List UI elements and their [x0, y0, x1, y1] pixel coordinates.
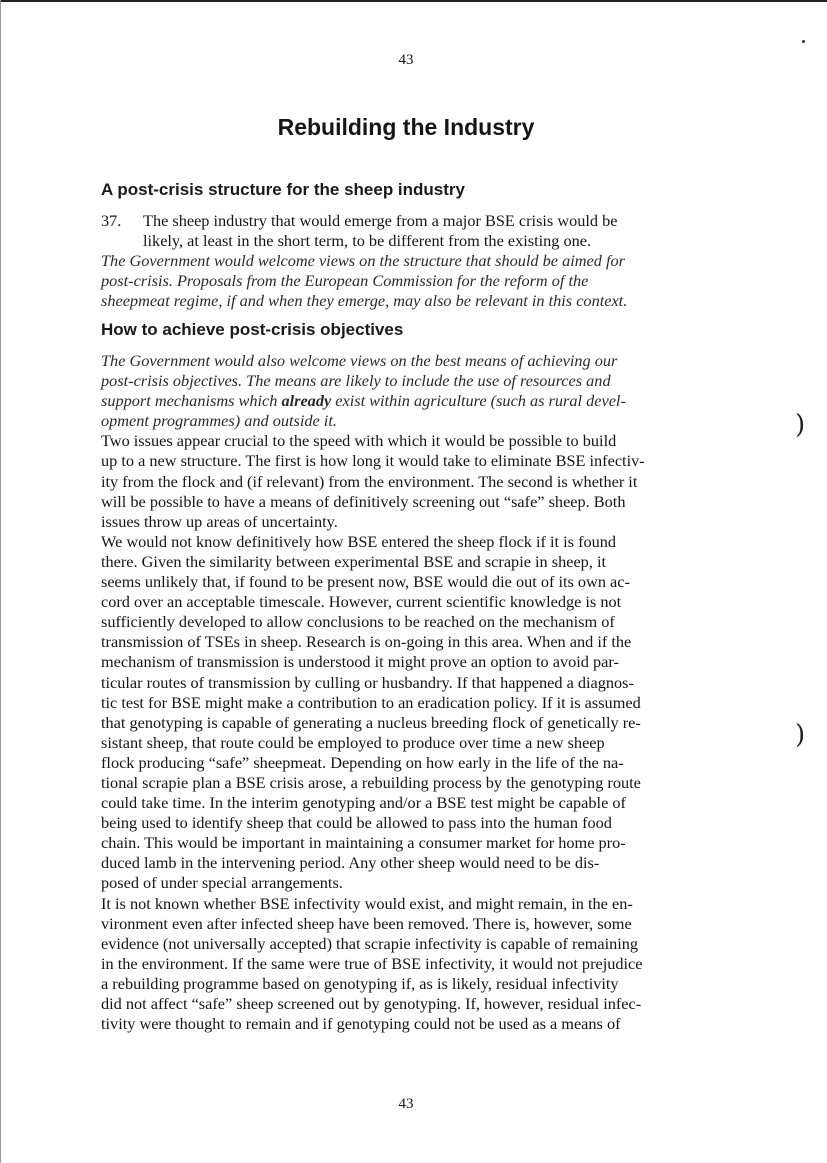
text-line: cord over an acceptable timescale. However, current scientific knowledge is not	[101, 592, 622, 612]
paragraph-37	[101, 211, 713, 251]
text-line: could take time. In the interim genotyping and/or a BSE test might be capable of	[101, 793, 626, 813]
text-line: there. Given the similarity between experimental BSE and scrapie in sheep, it	[101, 551, 607, 571]
text-line: We would not know definitively how BSE entered the sheep flock if it is found	[101, 531, 617, 551]
emphasis-already: already	[281, 391, 332, 411]
text-line: up to a new structure. The first is how long it would take to eliminate BSE infectiv-	[101, 451, 645, 471]
text-line: transmission of TSEs in sheep. Research is on-going in this area. When and if the	[101, 632, 632, 652]
text-line: support mechanisms which already exist within agriculture (such as rural devel-	[101, 391, 626, 411]
text-line: post-crisis. Proposals from the European Commission for the reform of the	[101, 271, 589, 291]
text-line: being used to identify sheep that could be allowed to pass into the human food	[101, 813, 612, 833]
section-achieve-objectives-body	[101, 351, 713, 1034]
consultation-question-means	[101, 351, 713, 431]
text-line: ity from the flock and (if relevant) from the environment. The second is whether it	[101, 471, 638, 491]
text-line: sufficiently developed to allow conclusions to be reached on the mechanism of	[101, 612, 615, 632]
consultation-question-structure	[101, 251, 713, 311]
text-line: opment programmes) and outside it.	[101, 411, 337, 431]
text-line: issues throw up areas of uncertainty.	[101, 511, 338, 531]
scan-edge-left	[0, 0, 1, 1163]
text-line: It is not known whether BSE infectivity would exist, and might remain, in the en-	[101, 893, 633, 913]
text-line: mechanism of transmission is understood it might prove an option to avoid par-	[101, 652, 619, 672]
punch-hole-mark-upper: )	[795, 410, 806, 440]
text-line: tional scrapie plan a BSE crisis arose, a rebuilding process by the genotyping route	[101, 772, 641, 792]
paragraph-number: 37.	[101, 211, 122, 230]
text-line: seems unlikely that, if found to be present now, BSE would die out of its own ac-	[101, 572, 630, 592]
text-line: likely, at least in the short term, to be different from the existing one.	[143, 231, 592, 251]
text-line: tivity were thought to remain and if genotyping could not be used as a means of	[101, 1014, 621, 1034]
text-line: Two issues appear crucial to the speed with which it would be possible to build	[101, 431, 617, 451]
text-line: The Government would also welcome views on the best means of achieving our	[101, 351, 618, 370]
text-line: that genotyping is capable of generating a nucleus breeding flock of genetically re-	[101, 712, 641, 732]
text-line: ticular routes of transmission by culling or husbandry. If that happened a diagnos-	[101, 672, 634, 692]
text-line: post-crisis objectives. The means are likely to include the use of resources and	[101, 371, 611, 391]
section-post-crisis-structure-body	[101, 211, 713, 311]
text-line: posed of under special arrangements.	[101, 873, 343, 893]
text-line: will be possible to have a means of definitively screening out “safe” sheep. Both	[101, 491, 626, 511]
page-number-bottom: 43	[398, 1096, 414, 1112]
text-line: chain. This would be important in maintaining a consumer market for home pro-	[101, 833, 626, 853]
text-line: The Government would welcome views on the structure that should be aimed for	[101, 251, 625, 271]
text-line: 37. The sheep industry that would emerge from a major BSE crisis would be	[101, 211, 618, 230]
scan-speck	[802, 40, 805, 43]
text-line: evidence (not universally accepted) that scrapie infectivity is capable of remaining	[101, 933, 639, 953]
text-line: sistant sheep, that route could be employed to produce over time a new sheep	[101, 732, 605, 752]
body-text	[101, 431, 713, 1034]
text-line: did not affect “safe” sheep screened out by genotyping. If, however, residual infec-	[101, 994, 642, 1013]
text-line: sheepmeat regime, if and when they emerge, may also be relevant in this context.	[101, 291, 628, 311]
page-number-top: 43	[398, 52, 414, 68]
scan-edge-top	[0, 0, 827, 2]
punch-hole-mark-lower: )	[795, 720, 806, 750]
text-line: vironment even after infected sheep have been removed. There is, however, some	[101, 913, 632, 933]
text-line: in the environment. If the same were true of BSE infectivity, it would not prejudice	[101, 953, 643, 973]
text-line: duced lamb in the intervening period. Any other sheep would need to be dis-	[101, 853, 600, 873]
text-line: flock producing “safe” sheepmeat. Depending on how early in the life of the na-	[101, 752, 624, 772]
section-heading-achieve-objectives: How to achieve post-crisis objectives	[101, 320, 404, 339]
page-title: Rebuilding the Industry	[277, 114, 535, 140]
text-line: tic test for BSE might make a contribution to an eradication policy. If it is assumed	[101, 692, 641, 712]
text-line: a rebuilding programme based on genotyping if, as is likely, residual infectivity	[101, 973, 619, 993]
section-heading-post-crisis-structure: A post-crisis structure for the sheep industry	[101, 180, 465, 199]
